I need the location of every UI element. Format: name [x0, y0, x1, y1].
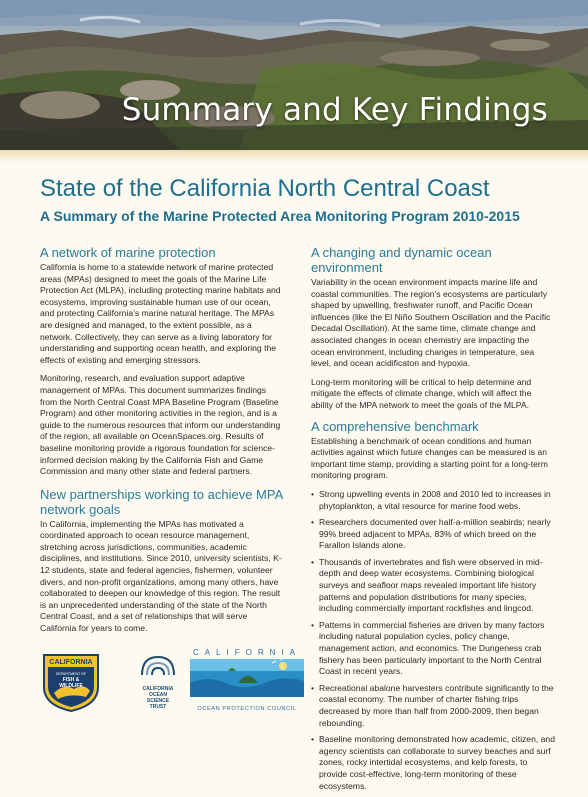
cdfw-wildlife-text: WILDLIFE: [59, 683, 83, 689]
right-column: [311, 245, 555, 797]
cdfw-top-text: CALIFORNIA: [49, 659, 93, 666]
paragraph-ocean-environment-1: Variability in the ocean environment impacts marine life and coastal communities. The region’s ecosystems are particularly shaped by upwelling, freshwater runoff, and Pacific Ocean influences (like the El Niño Southern Oscillation and the Pacific Decadal Oscillation). At the same time, climate change and associated changes in ocean chemistry are impacting the ocean environment, including changes in temperature, sea level, and ocean acidificaton and hypoxia.: [311, 277, 551, 369]
section-heading-network: A network of marine protection: [40, 245, 216, 260]
paragraph-network-1: California is home to a statewide network of marine protected areas (MPAs) designed to meet the goals of the Marine Life Protection Act (MLPA), including protecting marine habitats and ecosystems, improving sustainable human use of our ocean, and protecting California’s marine natural heritage. The MPAs are designed and managed, to the extent possible, as a network. Collectively, they can serve as a living laboratory for understanding and supporting ocean health, and exploring the effects of existing and emerging stressors.: [40, 262, 281, 365]
cdfw-fish-text: FISH &: [62, 677, 80, 683]
cdfw-logo: [40, 653, 102, 713]
list-item: • Baseline monitoring demonstrated how academic, citizen, and agency scientists can collaborate to survey beaches and surf zones, rocky intertidal ecosystems, and kelp forests, to provide cost-effective, long-term monitoring of these ecosystems.: [311, 734, 555, 792]
list-item: • Recreational abalone harvesters contribute significantly to the coastal economy. The number of charter fishing trips decreased by more than half from 2000-2009, then began rebounding.: [311, 683, 555, 729]
paragraph-ocean-environment-2: Long-term monitoring will be critical to help determine and mitigate the effects of climate change, which will affect the ability of the MPA network to meet the goals of the MLPA.: [311, 376, 532, 410]
ost-line-2: OCEAN: [148, 692, 168, 698]
cdfw-mid-text: DEPARTMENT OF: [55, 672, 87, 676]
partner-logos: [40, 648, 301, 720]
left-column: [40, 245, 284, 642]
section-heading-ocean-environment: A changing and dynamic ocean environment: [311, 245, 492, 275]
ocean-science-trust-logo: [138, 653, 178, 713]
hero-divider: [0, 150, 588, 162]
section-heading-partnerships: New partnerships working to achieve MPA network goals: [40, 486, 283, 517]
ost-line-1: CALIFORNIA: [142, 686, 174, 692]
section-heading-benchmark: A comprehensive benchmark: [311, 418, 479, 434]
document-title: State of the California North Central Coast: [40, 175, 490, 202]
benchmark-findings-list: [311, 489, 555, 792]
paragraph-partnerships: In California, implementing the MPAs has motivated a coordinated approach to ocean resource management, stretching across jurisdictions, communities, academic disciplines, and institutions. Since 2010, university scientists, K-12 students, state and federal agencies, fishermen, volunteer divers, and non-profit organizations, among many others, have collaborated to deepen our knowledge of this region. The result is an unprecedented understanding of the state of the North Central Coast, and a set of relationships that will serve California for years to come.: [40, 518, 282, 634]
paragraph-benchmark: Establishing a benchmark of ocean conditions and human activities against which future changes can be measured is an important time stamp, providing a starting point for a long-term monitoring program.: [311, 435, 548, 481]
document-subtitle: A Summary of the Marine Protected Area Monitoring Program 2010-2015: [40, 208, 520, 224]
opc-bottom-text: OCEAN PROTECTION COUNCIL: [197, 706, 297, 712]
list-item: • Thousands of invertebrates and fish were observed in mid-depth and deep water ecosystems. Combining biological surveys and seafloor maps revealed important life history patterns and population distributions for many species, including commercially important rockfishes and lingcod.: [311, 557, 555, 615]
list-item: • Researchers documented over half-a-million seabirds; nearly 99% breed adjacent to MPAs, 83% of which breed on the Farallon Islands alone.: [311, 517, 555, 552]
opc-top-text: CALIFORNIA: [192, 648, 301, 657]
hero-banner: [0, 0, 588, 150]
ocean-protection-council-logo: [188, 648, 306, 718]
ost-line-4: TRUST: [149, 704, 167, 710]
list-item: • Patterns in commercial fisheries are driven by many factors including natural population cycles, policy change, management action, and economics. The Dungeness crab fishery has been particularly important to the North Central Coast in recent years.: [311, 620, 555, 678]
list-item: • Strong upwelling events in 2008 and 2010 led to increases in phytoplankton, a vital resource for marine food webs.: [311, 489, 555, 512]
ost-line-3: SCIENCE: [146, 698, 170, 704]
hero-title: Summary and Key Findings: [121, 92, 548, 128]
opc-emblem: [188, 657, 306, 699]
paragraph-network-2: Monitoring, research, and evaluation support adaptive management of MPAs. This document summarizes findings from the North Central Coast MPA Baseline Program (Baseline Program) and other monitoring activities in the region, and is a guide to the numerous resources that inform our understanding of the region, all available on OceanSpaces.org. Results of baseline monitoring provide a rigorous foundation for science-informed decision making by the California Fish and Game Commission and many other state and federal partners.: [40, 373, 281, 477]
